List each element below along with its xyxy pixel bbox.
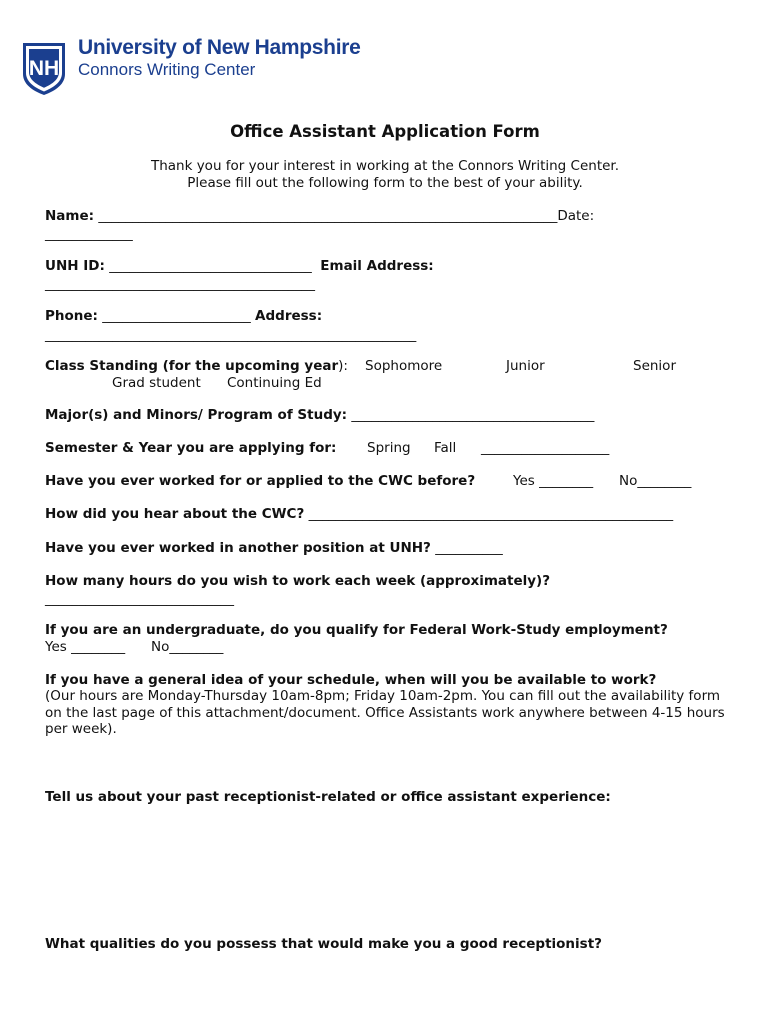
schedule-label: If you have a general idea of your schedule, when will you be available to work?: [45, 672, 657, 688]
experience-label: Tell us about your past receptionist-related or office assistant experience:: [45, 789, 611, 805]
worked-cwc-yes-field[interactable]: Yes ________: [513, 473, 594, 489]
semester-option-spring[interactable]: Spring: [367, 440, 411, 456]
name-label: Name:: [45, 208, 95, 224]
class-standing-label-text: Class Standing (for the upcoming year: [45, 358, 339, 374]
university-name: University of New Hampshire: [78, 36, 361, 59]
class-option-grad-student[interactable]: Grad student: [112, 375, 201, 391]
hear-label: How did you hear about the CWC?: [45, 506, 305, 522]
schedule-note: (Our hours are Monday-Thursday 10am-8pm; Friday 10am-2pm. You can fill out the availability form on the last page of this attachment/document. Office Assistants work anywhere between 4-15 hours per week).: [45, 688, 725, 737]
form-title: Office Assistant Application Form: [230, 122, 540, 141]
unh-id-label: UNH ID:: [45, 258, 105, 274]
name-row: [45, 208, 594, 224]
unh-position-label: Have you ever worked in another position at UNH?: [45, 540, 431, 556]
unh-position-row: [45, 540, 503, 556]
major-label: Major(s) and Minors/ Program of Study:: [45, 407, 348, 423]
phone-label: Phone:: [45, 308, 98, 324]
workstudy-no-field[interactable]: No________: [151, 639, 224, 655]
worked-cwc-no-field[interactable]: No________: [619, 473, 692, 489]
unh-position-field[interactable]: __________: [435, 540, 503, 556]
experience-answer-area[interactable]: [45, 810, 725, 920]
workstudy-label: If you are an undergraduate, do you qualify for Federal Work-Study employment?: [45, 622, 668, 638]
class-option-sophomore[interactable]: Sophomore: [365, 358, 443, 374]
email-label: Email Address:: [320, 258, 434, 274]
date-label: Date:: [557, 208, 595, 224]
qualities-answer-area[interactable]: [45, 956, 725, 1016]
worked-cwc-label: Have you ever worked for or applied to the CWC before?: [45, 473, 476, 489]
hours-field[interactable]: ____________________________: [45, 591, 234, 607]
unh-id-field[interactable]: ______________________________: [109, 258, 312, 274]
major-row: [45, 407, 594, 423]
semester-option-fall[interactable]: Fall: [434, 440, 457, 456]
class-option-senior[interactable]: Senior: [633, 358, 676, 374]
email-field[interactable]: ________________________________________: [45, 276, 315, 292]
semester-year-field[interactable]: ___________________: [481, 440, 610, 456]
unh-shield-icon: [22, 42, 66, 96]
semester-label: Semester & Year you are applying for:: [45, 440, 337, 456]
unh-id-row: [45, 258, 434, 274]
class-option-junior[interactable]: Junior: [506, 358, 545, 374]
major-field[interactable]: ____________________________________: [351, 407, 595, 423]
name-field[interactable]: ____________________________________________________________________: [98, 208, 558, 224]
intro-line-1: Thank you for your interest in working at the Connors Writing Center.: [150, 158, 620, 174]
phone-field[interactable]: ______________________: [102, 308, 251, 324]
qualities-label: What qualities do you possess that would make you a good receptionist?: [45, 936, 602, 952]
intro-line-2: Please fill out the following form to the best of your ability.: [187, 175, 583, 191]
class-option-continuing-ed[interactable]: Continuing Ed: [227, 375, 322, 391]
class-standing-label: [45, 358, 348, 374]
address-label: Address:: [255, 308, 323, 324]
hear-row: [45, 506, 673, 522]
date-field[interactable]: _____________: [45, 226, 133, 242]
phone-row: [45, 308, 322, 324]
hear-field[interactable]: ______________________________________________________: [308, 506, 674, 522]
class-standing-label-end: ):: [338, 358, 348, 374]
workstudy-yes-field[interactable]: Yes ________: [45, 639, 126, 655]
center-name: Connors Writing Center: [78, 60, 256, 79]
hours-label: How many hours do you wish to work each week (approximately)?: [45, 573, 551, 589]
address-field[interactable]: _______________________________________________________: [45, 327, 417, 343]
svg-text:NH: NH: [28, 57, 60, 80]
